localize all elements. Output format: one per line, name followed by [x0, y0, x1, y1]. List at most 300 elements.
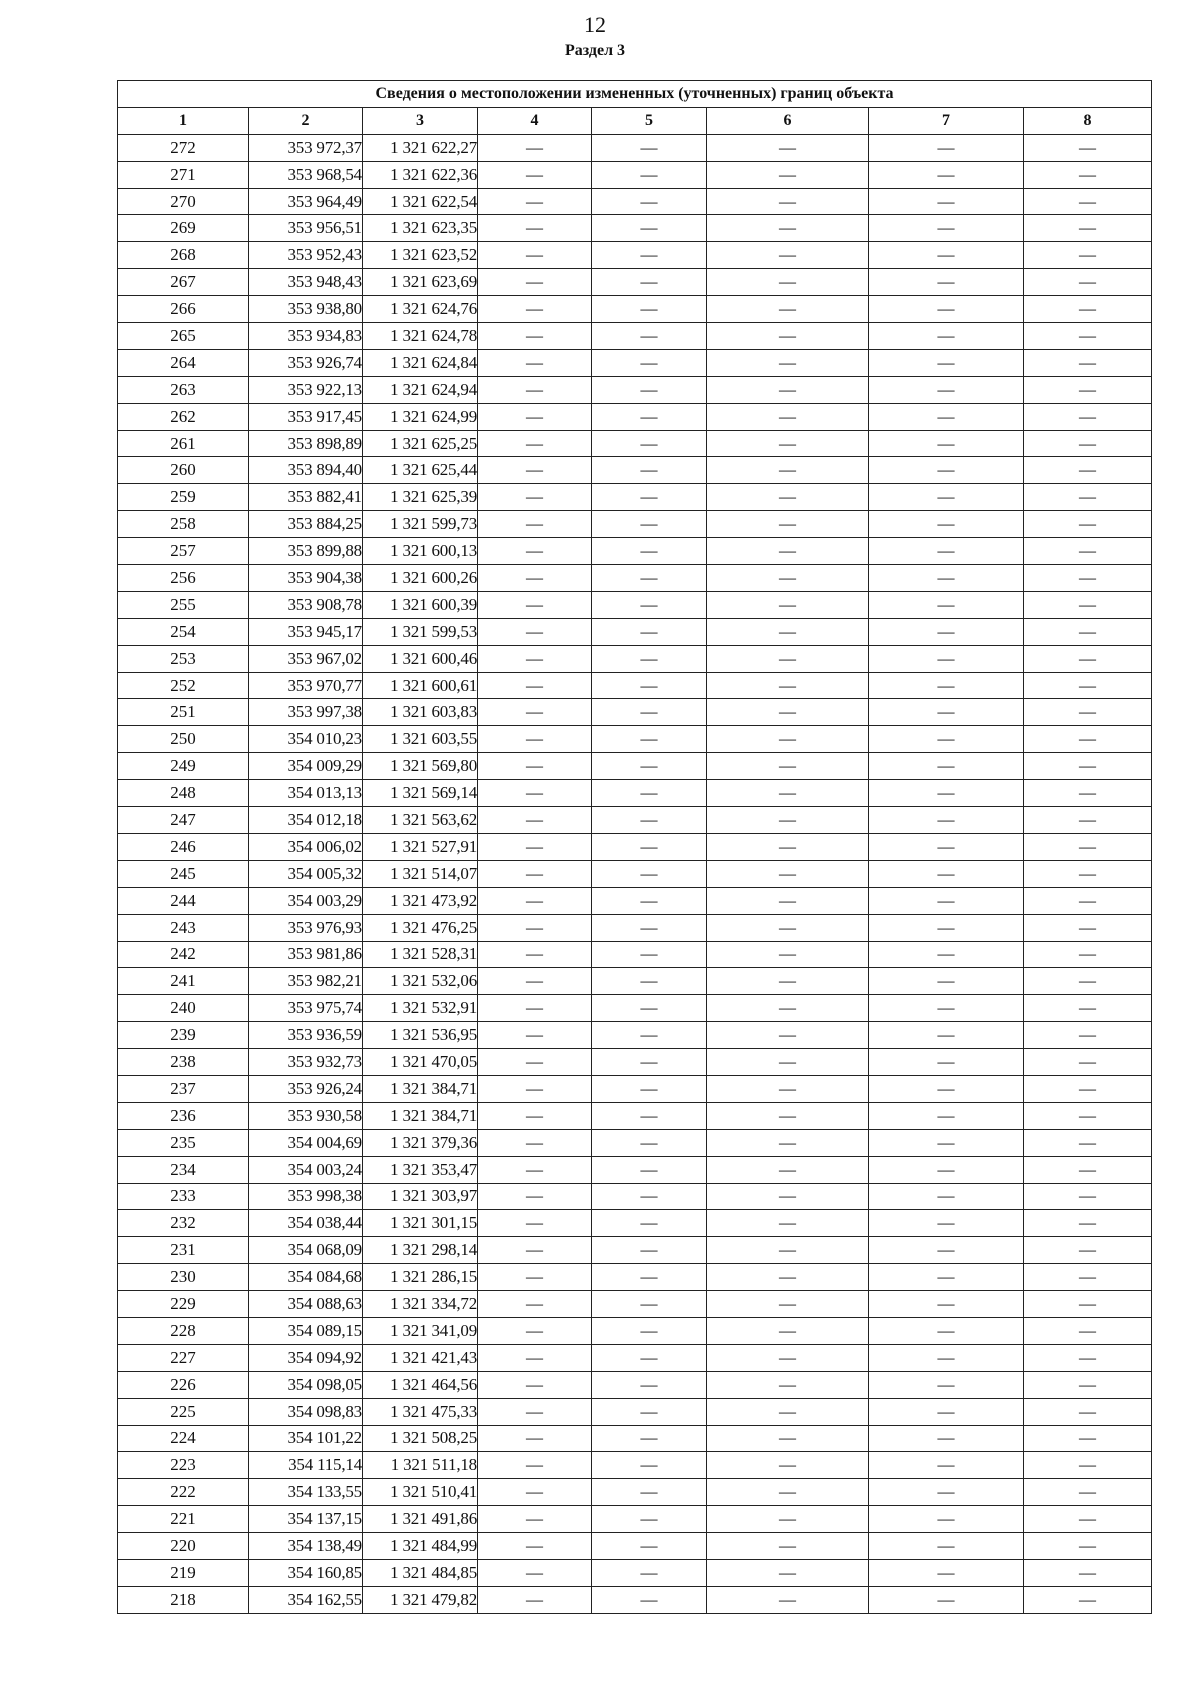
empty-value-cell: —	[1024, 753, 1152, 780]
y-coordinate-cell: 1 321 508,25	[363, 1425, 478, 1452]
point-number-cell: 236	[118, 1102, 249, 1129]
empty-value-cell: —	[478, 699, 592, 726]
empty-value-cell: —	[592, 1183, 707, 1210]
empty-value-cell: —	[1024, 1452, 1152, 1479]
empty-value-cell: —	[869, 215, 1024, 242]
empty-value-cell: —	[869, 833, 1024, 860]
table-row	[118, 1479, 1152, 1506]
table-row	[118, 1075, 1152, 1102]
x-coordinate-cell: 354 003,29	[249, 887, 363, 914]
empty-value-cell: —	[707, 242, 869, 269]
empty-value-cell: —	[478, 1129, 592, 1156]
page-number: 12	[584, 12, 606, 37]
empty-value-cell: —	[707, 1559, 869, 1586]
empty-value-cell: —	[707, 1533, 869, 1560]
empty-value-cell: —	[869, 1559, 1024, 1586]
empty-value-cell: —	[592, 323, 707, 350]
empty-value-cell: —	[1024, 860, 1152, 887]
y-coordinate-cell: 1 321 623,69	[363, 269, 478, 296]
empty-value-cell: —	[1024, 1264, 1152, 1291]
column-header: 7	[869, 107, 1024, 134]
empty-value-cell: —	[869, 296, 1024, 323]
empty-value-cell: —	[478, 672, 592, 699]
empty-value-cell: —	[1024, 511, 1152, 538]
empty-value-cell: —	[869, 1210, 1024, 1237]
empty-value-cell: —	[707, 726, 869, 753]
table-row	[118, 376, 1152, 403]
x-coordinate-cell: 353 908,78	[249, 591, 363, 618]
column-header: 3	[363, 107, 478, 134]
empty-value-cell: —	[592, 807, 707, 834]
empty-value-cell: —	[1024, 1291, 1152, 1318]
empty-value-cell: —	[478, 269, 592, 296]
point-number-cell: 262	[118, 403, 249, 430]
empty-value-cell: —	[707, 914, 869, 941]
point-number-cell: 271	[118, 161, 249, 188]
y-coordinate-cell: 1 321 510,41	[363, 1479, 478, 1506]
table-row	[118, 188, 1152, 215]
empty-value-cell: —	[478, 1317, 592, 1344]
empty-value-cell: —	[592, 1210, 707, 1237]
empty-value-cell: —	[707, 1237, 869, 1264]
table-row	[118, 1210, 1152, 1237]
x-coordinate-cell: 354 012,18	[249, 807, 363, 834]
x-coordinate-cell: 353 904,38	[249, 565, 363, 592]
x-coordinate-cell: 354 004,69	[249, 1129, 363, 1156]
empty-value-cell: —	[478, 242, 592, 269]
y-coordinate-cell: 1 321 600,13	[363, 538, 478, 565]
table-row	[118, 1425, 1152, 1452]
table-row	[118, 672, 1152, 699]
point-number-cell: 269	[118, 215, 249, 242]
table-row	[118, 726, 1152, 753]
point-number-cell: 266	[118, 296, 249, 323]
empty-value-cell: —	[707, 833, 869, 860]
table-row	[118, 242, 1152, 269]
empty-value-cell: —	[869, 645, 1024, 672]
point-number-cell: 263	[118, 376, 249, 403]
table-caption: Сведения о местоположении измененных (уточненных) границ объекта	[118, 81, 1152, 108]
point-number-cell: 237	[118, 1075, 249, 1102]
point-number-cell: 272	[118, 134, 249, 161]
empty-value-cell: —	[592, 376, 707, 403]
empty-value-cell: —	[869, 780, 1024, 807]
table-body	[118, 134, 1152, 1613]
empty-value-cell: —	[1024, 1156, 1152, 1183]
y-coordinate-cell: 1 321 379,36	[363, 1129, 478, 1156]
empty-value-cell: —	[869, 376, 1024, 403]
empty-value-cell: —	[869, 914, 1024, 941]
empty-value-cell: —	[478, 1156, 592, 1183]
table-row	[118, 645, 1152, 672]
y-coordinate-cell: 1 321 476,25	[363, 914, 478, 941]
empty-value-cell: —	[869, 807, 1024, 834]
empty-value-cell: —	[1024, 1506, 1152, 1533]
empty-value-cell: —	[707, 887, 869, 914]
empty-value-cell: —	[1024, 699, 1152, 726]
point-number-cell: 228	[118, 1317, 249, 1344]
y-coordinate-cell: 1 321 384,71	[363, 1102, 478, 1129]
y-coordinate-cell: 1 321 600,46	[363, 645, 478, 672]
column-header: 4	[478, 107, 592, 134]
empty-value-cell: —	[478, 914, 592, 941]
empty-value-cell: —	[592, 995, 707, 1022]
y-coordinate-cell: 1 321 353,47	[363, 1156, 478, 1183]
point-number-cell: 226	[118, 1371, 249, 1398]
empty-value-cell: —	[592, 1586, 707, 1613]
empty-value-cell: —	[707, 1452, 869, 1479]
x-coordinate-cell: 354 098,05	[249, 1371, 363, 1398]
empty-value-cell: —	[478, 1102, 592, 1129]
empty-value-cell: —	[478, 1479, 592, 1506]
empty-value-cell: —	[478, 1533, 592, 1560]
empty-value-cell: —	[707, 1075, 869, 1102]
empty-value-cell: —	[707, 1156, 869, 1183]
empty-value-cell: —	[592, 1237, 707, 1264]
empty-value-cell: —	[707, 1506, 869, 1533]
y-coordinate-cell: 1 321 622,54	[363, 188, 478, 215]
empty-value-cell: —	[869, 403, 1024, 430]
empty-value-cell: —	[592, 1479, 707, 1506]
empty-value-cell: —	[478, 323, 592, 350]
empty-value-cell: —	[869, 1533, 1024, 1560]
table-row	[118, 618, 1152, 645]
boundary-coordinates-table	[117, 80, 1152, 1614]
empty-value-cell: —	[592, 403, 707, 430]
point-number-cell: 254	[118, 618, 249, 645]
y-coordinate-cell: 1 321 625,25	[363, 430, 478, 457]
empty-value-cell: —	[592, 860, 707, 887]
empty-value-cell: —	[1024, 1559, 1152, 1586]
empty-value-cell: —	[592, 1371, 707, 1398]
empty-value-cell: —	[707, 1049, 869, 1076]
empty-value-cell: —	[869, 591, 1024, 618]
point-number-cell: 242	[118, 941, 249, 968]
empty-value-cell: —	[707, 511, 869, 538]
empty-value-cell: —	[1024, 538, 1152, 565]
empty-value-cell: —	[592, 1156, 707, 1183]
y-coordinate-cell: 1 321 286,15	[363, 1264, 478, 1291]
empty-value-cell: —	[869, 699, 1024, 726]
y-coordinate-cell: 1 321 484,99	[363, 1533, 478, 1560]
empty-value-cell: —	[707, 457, 869, 484]
empty-value-cell: —	[707, 618, 869, 645]
point-number-cell: 229	[118, 1291, 249, 1318]
x-coordinate-cell: 353 894,40	[249, 457, 363, 484]
point-number-cell: 235	[118, 1129, 249, 1156]
table-row	[118, 161, 1152, 188]
empty-value-cell: —	[869, 1049, 1024, 1076]
x-coordinate-cell: 354 013,13	[249, 780, 363, 807]
point-number-cell: 222	[118, 1479, 249, 1506]
y-coordinate-cell: 1 321 569,14	[363, 780, 478, 807]
empty-value-cell: —	[707, 430, 869, 457]
empty-value-cell: —	[869, 1479, 1024, 1506]
empty-value-cell: —	[869, 726, 1024, 753]
y-coordinate-cell: 1 321 624,76	[363, 296, 478, 323]
empty-value-cell: —	[707, 1479, 869, 1506]
table-row	[118, 484, 1152, 511]
empty-value-cell: —	[707, 188, 869, 215]
table-row	[118, 430, 1152, 457]
empty-value-cell: —	[478, 1291, 592, 1318]
point-number-cell: 220	[118, 1533, 249, 1560]
empty-value-cell: —	[592, 1049, 707, 1076]
empty-value-cell: —	[869, 1452, 1024, 1479]
empty-value-cell: —	[592, 1317, 707, 1344]
empty-value-cell: —	[707, 1317, 869, 1344]
point-number-cell: 250	[118, 726, 249, 753]
empty-value-cell: —	[707, 1183, 869, 1210]
empty-value-cell: —	[869, 1129, 1024, 1156]
empty-value-cell: —	[869, 1264, 1024, 1291]
empty-value-cell: —	[592, 349, 707, 376]
x-coordinate-cell: 354 088,63	[249, 1291, 363, 1318]
x-coordinate-cell: 353 982,21	[249, 968, 363, 995]
empty-value-cell: —	[707, 1344, 869, 1371]
column-header: 6	[707, 107, 869, 134]
empty-value-cell: —	[1024, 161, 1152, 188]
empty-value-cell: —	[592, 672, 707, 699]
empty-value-cell: —	[707, 1398, 869, 1425]
empty-value-cell: —	[707, 699, 869, 726]
point-number-cell: 264	[118, 349, 249, 376]
empty-value-cell: —	[1024, 430, 1152, 457]
y-coordinate-cell: 1 321 341,09	[363, 1317, 478, 1344]
empty-value-cell: —	[478, 1371, 592, 1398]
empty-value-cell: —	[869, 1102, 1024, 1129]
empty-value-cell: —	[869, 484, 1024, 511]
empty-value-cell: —	[592, 1264, 707, 1291]
empty-value-cell: —	[1024, 323, 1152, 350]
empty-value-cell: —	[592, 618, 707, 645]
empty-value-cell: —	[478, 618, 592, 645]
empty-value-cell: —	[478, 645, 592, 672]
x-coordinate-cell: 353 899,88	[249, 538, 363, 565]
empty-value-cell: —	[1024, 1344, 1152, 1371]
empty-value-cell: —	[592, 591, 707, 618]
x-coordinate-cell: 354 038,44	[249, 1210, 363, 1237]
x-coordinate-cell: 353 882,41	[249, 484, 363, 511]
point-number-cell: 258	[118, 511, 249, 538]
empty-value-cell: —	[1024, 565, 1152, 592]
empty-value-cell: —	[869, 860, 1024, 887]
empty-value-cell: —	[707, 1022, 869, 1049]
x-coordinate-cell: 353 938,80	[249, 296, 363, 323]
point-number-cell: 260	[118, 457, 249, 484]
empty-value-cell: —	[869, 1371, 1024, 1398]
y-coordinate-cell: 1 321 624,99	[363, 403, 478, 430]
y-coordinate-cell: 1 321 334,72	[363, 1291, 478, 1318]
y-coordinate-cell: 1 321 484,85	[363, 1559, 478, 1586]
empty-value-cell: —	[592, 1344, 707, 1371]
empty-value-cell: —	[869, 887, 1024, 914]
empty-value-cell: —	[478, 430, 592, 457]
x-coordinate-cell: 354 094,92	[249, 1344, 363, 1371]
empty-value-cell: —	[592, 1398, 707, 1425]
x-coordinate-cell: 354 162,55	[249, 1586, 363, 1613]
point-number-cell: 233	[118, 1183, 249, 1210]
empty-value-cell: —	[707, 538, 869, 565]
empty-value-cell: —	[1024, 376, 1152, 403]
empty-value-cell: —	[707, 1264, 869, 1291]
y-coordinate-cell: 1 321 473,92	[363, 887, 478, 914]
empty-value-cell: —	[869, 242, 1024, 269]
y-coordinate-cell: 1 321 599,53	[363, 618, 478, 645]
empty-value-cell: —	[592, 914, 707, 941]
point-number-cell: 239	[118, 1022, 249, 1049]
empty-value-cell: —	[869, 269, 1024, 296]
empty-value-cell: —	[1024, 780, 1152, 807]
empty-value-cell: —	[592, 1129, 707, 1156]
empty-value-cell: —	[592, 699, 707, 726]
empty-value-cell: —	[1024, 215, 1152, 242]
empty-value-cell: —	[707, 1586, 869, 1613]
point-number-cell: 270	[118, 188, 249, 215]
empty-value-cell: —	[592, 430, 707, 457]
empty-value-cell: —	[707, 403, 869, 430]
table-row	[118, 753, 1152, 780]
empty-value-cell: —	[478, 296, 592, 323]
empty-value-cell: —	[869, 995, 1024, 1022]
table-row	[118, 215, 1152, 242]
empty-value-cell: —	[1024, 1586, 1152, 1613]
table-head	[118, 81, 1152, 135]
empty-value-cell: —	[1024, 618, 1152, 645]
empty-value-cell: —	[1024, 349, 1152, 376]
x-coordinate-cell: 353 981,86	[249, 941, 363, 968]
empty-value-cell: —	[478, 1183, 592, 1210]
x-coordinate-cell: 354 101,22	[249, 1425, 363, 1452]
empty-value-cell: —	[1024, 1129, 1152, 1156]
empty-value-cell: —	[592, 968, 707, 995]
empty-value-cell: —	[478, 134, 592, 161]
empty-value-cell: —	[592, 1425, 707, 1452]
y-coordinate-cell: 1 321 528,31	[363, 941, 478, 968]
empty-value-cell: —	[1024, 134, 1152, 161]
empty-value-cell: —	[592, 457, 707, 484]
empty-value-cell: —	[592, 188, 707, 215]
empty-value-cell: —	[869, 618, 1024, 645]
table-row	[118, 995, 1152, 1022]
empty-value-cell: —	[478, 1075, 592, 1102]
empty-value-cell: —	[1024, 1049, 1152, 1076]
table-row	[118, 457, 1152, 484]
empty-value-cell: —	[478, 1425, 592, 1452]
empty-value-cell: —	[707, 941, 869, 968]
empty-value-cell: —	[592, 1022, 707, 1049]
empty-value-cell: —	[592, 269, 707, 296]
empty-value-cell: —	[478, 807, 592, 834]
y-coordinate-cell: 1 321 603,55	[363, 726, 478, 753]
empty-value-cell: —	[1024, 833, 1152, 860]
empty-value-cell: —	[592, 1452, 707, 1479]
empty-value-cell: —	[869, 565, 1024, 592]
empty-value-cell: —	[1024, 296, 1152, 323]
empty-value-cell: —	[478, 995, 592, 1022]
empty-value-cell: —	[707, 134, 869, 161]
empty-value-cell: —	[1024, 188, 1152, 215]
empty-value-cell: —	[869, 968, 1024, 995]
empty-value-cell: —	[478, 538, 592, 565]
empty-value-cell: —	[869, 1291, 1024, 1318]
empty-value-cell: —	[869, 941, 1024, 968]
empty-value-cell: —	[592, 511, 707, 538]
table-row	[118, 511, 1152, 538]
point-number-cell: 265	[118, 323, 249, 350]
y-coordinate-cell: 1 321 624,84	[363, 349, 478, 376]
table-row	[118, 887, 1152, 914]
y-coordinate-cell: 1 321 600,39	[363, 591, 478, 618]
y-coordinate-cell: 1 321 298,14	[363, 1237, 478, 1264]
empty-value-cell: —	[707, 161, 869, 188]
x-coordinate-cell: 354 068,09	[249, 1237, 363, 1264]
empty-value-cell: —	[869, 161, 1024, 188]
empty-value-cell: —	[478, 376, 592, 403]
empty-value-cell: —	[478, 591, 592, 618]
empty-value-cell: —	[478, 188, 592, 215]
empty-value-cell: —	[478, 511, 592, 538]
x-coordinate-cell: 353 926,74	[249, 349, 363, 376]
empty-value-cell: —	[478, 484, 592, 511]
empty-value-cell: —	[478, 1210, 592, 1237]
point-number-cell: 256	[118, 565, 249, 592]
empty-value-cell: —	[478, 215, 592, 242]
empty-value-cell: —	[707, 807, 869, 834]
y-coordinate-cell: 1 321 599,73	[363, 511, 478, 538]
empty-value-cell: —	[592, 161, 707, 188]
y-coordinate-cell: 1 321 532,91	[363, 995, 478, 1022]
table-row	[118, 269, 1152, 296]
y-coordinate-cell: 1 321 603,83	[363, 699, 478, 726]
y-coordinate-cell: 1 321 514,07	[363, 860, 478, 887]
y-coordinate-cell: 1 321 600,61	[363, 672, 478, 699]
point-number-cell: 219	[118, 1559, 249, 1586]
table-row	[118, 1533, 1152, 1560]
empty-value-cell: —	[592, 887, 707, 914]
y-coordinate-cell: 1 321 625,44	[363, 457, 478, 484]
empty-value-cell: —	[592, 1533, 707, 1560]
x-coordinate-cell: 354 138,49	[249, 1533, 363, 1560]
x-coordinate-cell: 353 898,89	[249, 430, 363, 457]
x-coordinate-cell: 354 133,55	[249, 1479, 363, 1506]
point-number-cell: 253	[118, 645, 249, 672]
y-coordinate-cell: 1 321 624,78	[363, 323, 478, 350]
empty-value-cell: —	[707, 269, 869, 296]
x-coordinate-cell: 353 930,58	[249, 1102, 363, 1129]
y-coordinate-cell: 1 321 623,35	[363, 215, 478, 242]
table-row	[118, 860, 1152, 887]
y-coordinate-cell: 1 321 625,39	[363, 484, 478, 511]
empty-value-cell: —	[478, 1264, 592, 1291]
table-row	[118, 1049, 1152, 1076]
y-coordinate-cell: 1 321 303,97	[363, 1183, 478, 1210]
empty-value-cell: —	[707, 296, 869, 323]
empty-value-cell: —	[869, 1022, 1024, 1049]
x-coordinate-cell: 353 932,73	[249, 1049, 363, 1076]
x-coordinate-cell: 353 945,17	[249, 618, 363, 645]
y-coordinate-cell: 1 321 479,82	[363, 1586, 478, 1613]
table-row	[118, 1102, 1152, 1129]
x-coordinate-cell: 353 956,51	[249, 215, 363, 242]
table-row	[118, 1452, 1152, 1479]
empty-value-cell: —	[707, 753, 869, 780]
empty-value-cell: —	[1024, 672, 1152, 699]
x-coordinate-cell: 353 975,74	[249, 995, 363, 1022]
point-number-cell: 249	[118, 753, 249, 780]
empty-value-cell: —	[478, 1022, 592, 1049]
empty-value-cell: —	[592, 753, 707, 780]
